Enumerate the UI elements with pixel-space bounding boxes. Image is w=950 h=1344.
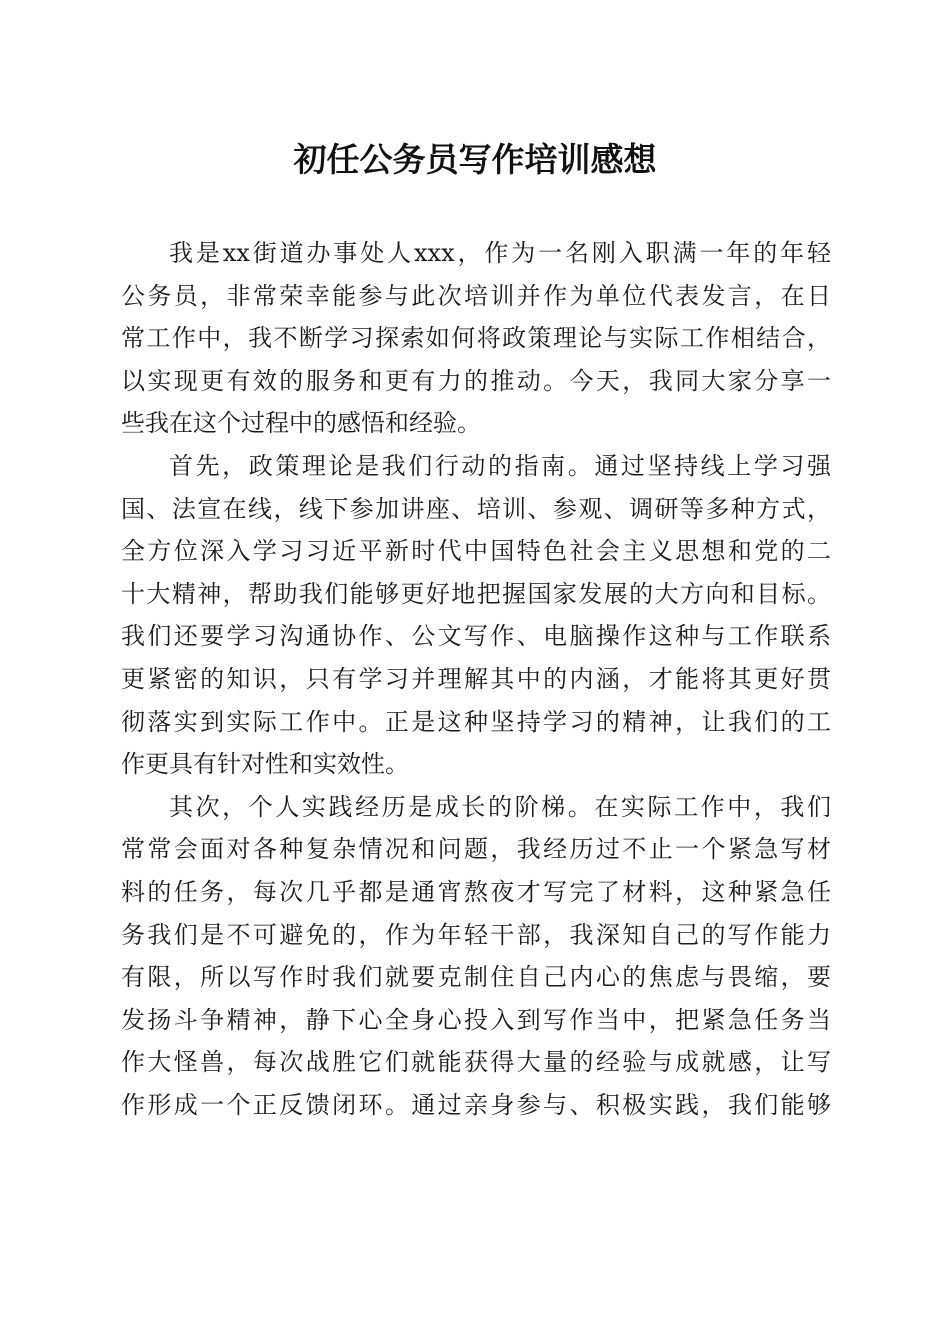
text-line: 发扬斗争精神，静下心全身心投入到写作当中，把紧急任务当 xyxy=(121,1005,831,1034)
text-line: 作大怪兽，每次战胜它们就能获得大量的经验与成就感，让写 xyxy=(121,1048,831,1077)
text-line: 我是xx街道办事处人xxx，作为一名刚入职满一年的年轻 xyxy=(169,239,831,267)
text-line: 料的任务，每次几乎都是通宵熬夜才写完了材料，这种紧急任 xyxy=(121,877,831,906)
paragraph-first-point xyxy=(121,445,831,786)
text-line: 常常会面对各种复杂情况和问题，我经历过不止一个紧急写材 xyxy=(121,835,831,864)
text-line: 些我在这个过程中的感悟和经验。 xyxy=(121,409,481,438)
text-line: 作形成一个正反馈闭环。通过亲身参与、积极实践，我们能够 xyxy=(121,1090,831,1119)
text-line: 作更具有针对性和实效性。 xyxy=(121,750,409,779)
text-line: 有限，所以写作时我们就要克制住自己内心的焦虑与畏缩，要 xyxy=(121,963,831,992)
text-line: 以实现更有效的服务和更有力的推动。今天，我同大家分享一 xyxy=(121,366,831,395)
text-line: 十大精神，帮助我们能够更好地把握国家发展的大方向和目标。 xyxy=(121,579,831,608)
text-line: 国、法宣在线，线下参加讲座、培训、参观、调研等多种方式， xyxy=(121,494,831,523)
text-line: 更紧密的知识，只有学习并理解其中的内涵，才能将其更好贯 xyxy=(121,664,831,693)
text-line: 首先，政策理论是我们行动的指南。通过坚持线上学习强 xyxy=(169,451,831,480)
text-line: 务我们是不可避免的，作为年轻干部，我深知自己的写作能力 xyxy=(121,920,831,949)
document-title: 初任公务员写作培训感想 xyxy=(293,140,657,179)
text-line: 全方位深入学习习近平新时代中国特色社会主义思想和党的二 xyxy=(121,537,831,566)
text-line: 我们还要学习沟通协作、公文写作、电脑操作这种与工作联系 xyxy=(121,622,831,651)
document-body xyxy=(121,232,831,1126)
text-line: 公务员，非常荣幸能参与此次培训并作为单位代表发言，在日 xyxy=(121,281,831,310)
text-line: 常工作中，我不断学习探索如何将政策理论与实际工作相结合， xyxy=(121,324,831,353)
text-line: 其次，个人实践经历是成长的阶梯。在实际工作中，我们 xyxy=(169,792,831,821)
paragraph-second-point xyxy=(121,786,831,1127)
paragraph-intro xyxy=(121,232,831,445)
text-line: 彻落实到实际工作中。正是这种坚持学习的精神，让我们的工 xyxy=(121,707,831,736)
